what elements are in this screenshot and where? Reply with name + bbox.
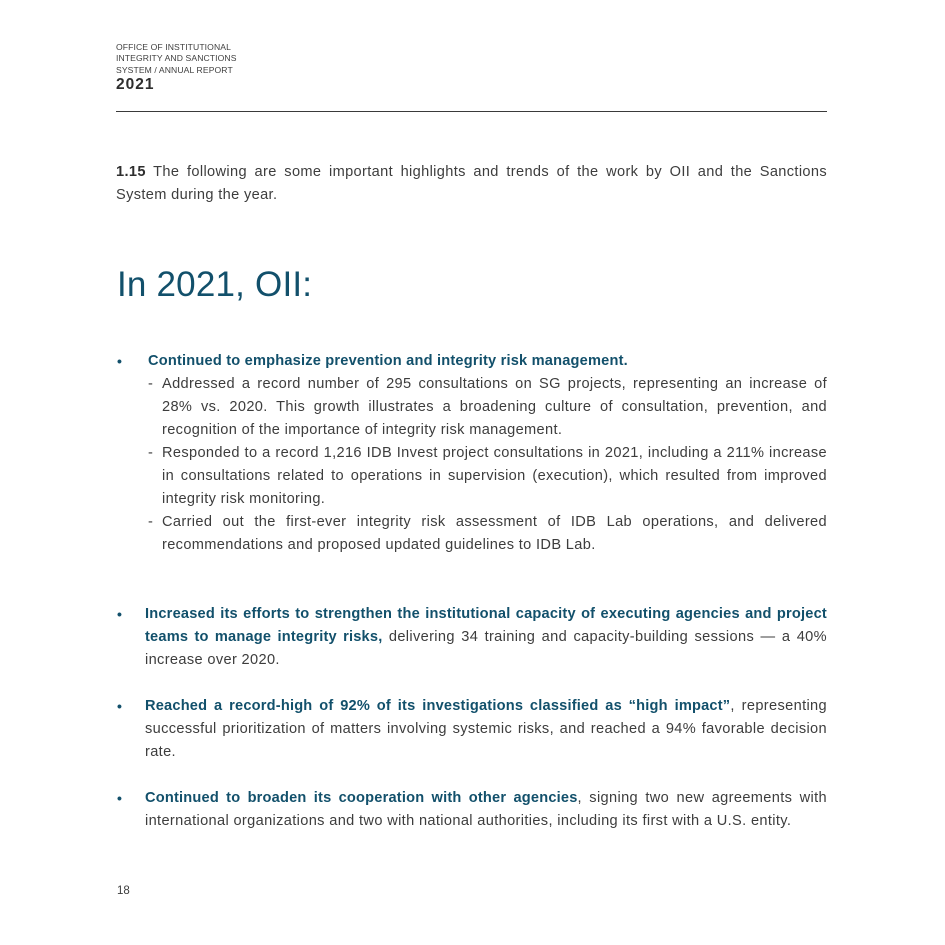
highlight-item: [116, 603, 827, 672]
dash-icon: -: [148, 514, 154, 530]
sub-item-text: Addressed a record number of 295 consultations on SG projects, representing an increase of 28% vs. 2020. This growth illustrates a broadening culture of consultation, prevention, and recognition of the importance of integrity risk management.: [162, 376, 827, 438]
sub-item-text: Carried out the first-ever integrity risk assessment of IDB Lab operations, and delivered recommendations and proposed updated guidelines to IDB Lab.: [162, 514, 827, 553]
sub-item: [148, 511, 827, 557]
page-number: 18: [117, 885, 130, 897]
highlight-item: [116, 350, 827, 557]
org-name-line-2: INTEGRITY AND SANCTIONS: [116, 53, 237, 64]
highlight-text: delivering 34 training and capacity-building sessions — a 40% increase over 2020.: [145, 629, 827, 668]
bullet-icon: •: [117, 790, 123, 806]
bullet-icon: •: [117, 606, 123, 622]
highlight-title: Increased its efforts to strengthen the institutional capacity of executing agencies and project teams to manage integrity risks,: [145, 606, 827, 645]
section-heading: In 2021, OII:: [117, 265, 313, 304]
bullet-icon: •: [117, 353, 123, 369]
sub-item: [148, 442, 827, 511]
highlight-text: , signing two new agreements with international organizations and two with national authorities, including its first with a U.S. entity.: [145, 790, 827, 829]
dash-icon: -: [148, 376, 154, 392]
report-header: [116, 42, 827, 94]
sub-item-text: Responded to a record 1,216 IDB Invest project consultations in 2021, including a 211% increase in consultations related to operations in supervision (execution), which resulted from improved integrity risk monitoring.: [162, 445, 827, 507]
intro-paragraph: [116, 161, 827, 207]
dash-icon: -: [148, 445, 154, 461]
report-year: 2021: [116, 76, 155, 94]
sub-item: [148, 373, 827, 442]
section-number: 1.15: [116, 164, 146, 180]
highlight-item: [116, 695, 827, 764]
org-name-line-3: SYSTEM / ANNUAL REPORT: [116, 64, 233, 75]
highlight-item: [116, 787, 827, 833]
highlight-title: Continued to broaden its cooperation with other agencies: [145, 790, 578, 806]
highlight-title: Continued to emphasize prevention and integrity risk management.: [148, 353, 628, 369]
highlight-title: Reached a record-high of 92% of its investigations classified as “high impact”: [145, 698, 731, 714]
highlight-text: , representing successful prioritization of matters involving systemic risks, and reached a 94% favorable decision rate.: [145, 698, 827, 760]
org-name-line-1: OFFICE OF INSTITUTIONAL: [116, 42, 231, 52]
header-divider: [116, 111, 827, 112]
intro-text: The following are some important highlights and trends of the work by OII and the Sanctions System during the year.: [116, 164, 827, 203]
bullet-icon: •: [117, 698, 123, 714]
